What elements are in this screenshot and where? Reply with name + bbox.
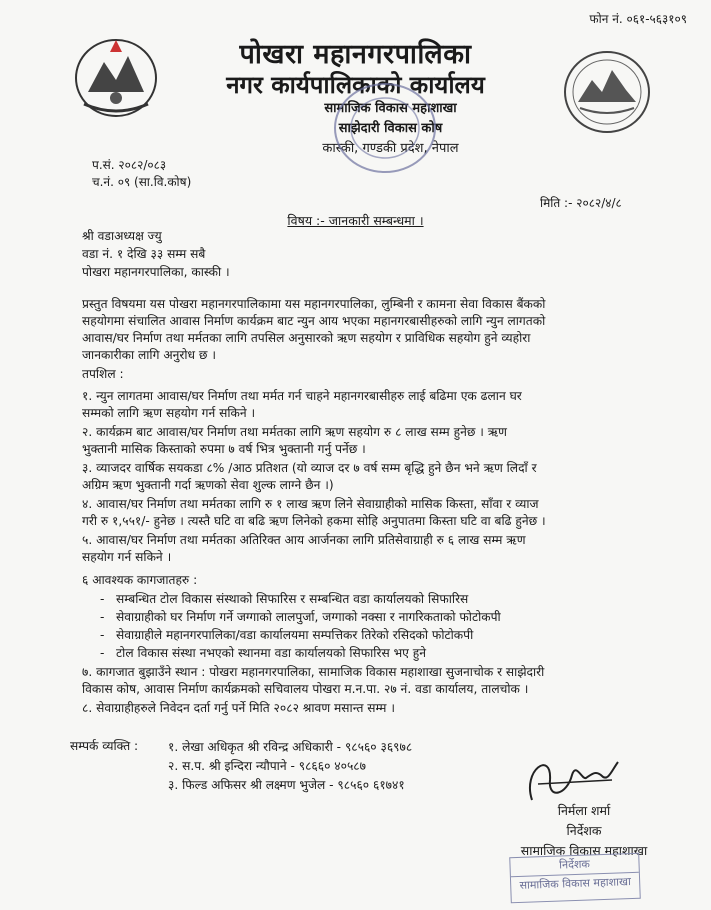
list-item: २. स.प. श्री इन्दिरा न्यौपाने - ९८६६० ४०५८७ [168, 759, 366, 773]
dispatch-number: च.नं. ०९ (सा.वि.कोष) [92, 175, 192, 189]
list-item: १. लेखा अधिकृत श्री रविन्द्र अधिकारी - ९८५६० ३६९७८ [168, 740, 413, 754]
documents-list [100, 590, 690, 662]
reference-number: प.सं. २०८२/०८३ [92, 158, 167, 172]
director-stamp: निर्देशक सामाजिक विकास महाशाखा [509, 853, 641, 904]
phone-number: फोन नं. ०६१-५६३१०९ [589, 12, 687, 26]
addressee-line: वडा नं. १ देखि ३३ सम्म सबै [82, 247, 206, 261]
municipality-title: पोखरा महानगरपालिका [239, 39, 472, 70]
fund-name: साझेदारी विकास कोष [338, 121, 443, 136]
list-item: - सेवाग्राहीले महानगरपालिका/वडा कार्यालयमा सम्पत्तिकर तिरेको रसिदको फोटोकपी [100, 628, 474, 642]
signatory-designation: निर्देशक [566, 823, 602, 838]
addressee-line: श्री वडाअध्यक्ष ज्यु [82, 229, 162, 243]
items-list: १. न्युन लागतमा आवास/घर निर्माण तथा मर्मत गर्न चाहने महानगरबासीहरु लाई बढिमा एक ढलान घर सम्मको लागि ऋण सहयोग गर्न सकिने । २. कार्यक्रम बाट आवास/घर निर्माण तथा मर्मतका लागि ऋण सहयोग रु ८ लाख सम्म हुनेछ । ऋण भुक्तानी मासिक किस्ताको रुपमा ७ वर्ष भित्र भुक्तानी गर्नु पर्नेछ । ३. व्याजदर वार्षिक सयकडा ८% /आठ प्रतिशत (यो व्याज दर ७ वर्ष सम्म बृद्धि हुने छैन भने ऋण लिदाँ र अग्रिम ऋण भुक्तानी गर्दा ऋणको सेवा शुल्क लाग्ने छैन ।) ४. आवास/घर निर्माण तथा मर्मतका लागि रु १ लाख ऋण लिने सेवाग्राहीको मासिक किस्ता, साँवा र व्याज गरी रु १,५५१/- हुनेछ । त्यस्तै घटि वा बढि ऋण लिनेको हकमा सोहि अनुपातमा किस्ता घटि वा बढि हुनेछ । ५. आवास/घर निर्माण तथा मर्मतका अतिरिक्त आय आर्जनका लागि प्रतिसेवाग्राही रु ६ लाख सम्म ऋण सहयोग गर्न सकिने । ६ आवश्यक कागजातहरु : [82, 389, 546, 587]
office-title: नगर कार्यपालिकाको कार्यालय [226, 71, 485, 99]
signatory-name: निर्मला शर्मा [557, 803, 611, 818]
contact-label: सम्पर्क व्यक्ति : [70, 739, 139, 753]
list-item: - टोल विकास संस्था नभएको स्थानमा वडा कार्यालयको सिफारिस भए हुने [100, 646, 426, 660]
office-address: कास्की, गण्डकी प्रदेश, नेपाल [322, 141, 459, 156]
subject-line: विषय :- जानकारी सम्बन्धमा । [287, 213, 424, 228]
letter-date: मिति :- २०८२/४/८ [540, 196, 622, 210]
submission-info: ७. कागजात बुझाउँने स्थान : पोखरा महानगरपालिका, सामाजिक विकास महाशाखा सुजनाचोक र साझेदारी विकास कोष, आवास निर्माण कार्यक्रमको सचिवालय पोखरा म.न.पा. २७ नं. वडा कार्यालय, तालचोक । ८. सेवाग्राहीहरुले निवेदन दर्ता गर्नु पर्ने मिति २०८२ श्रावण मसान्त सम्म । [82, 665, 545, 715]
tapsil-heading: तपशिल : [82, 367, 124, 381]
signatory-office: सामाजिक विकास महाशाखा [520, 843, 648, 858]
intro-paragraph: प्रस्तुत विषयमा यस पोखरा महानगरपालिकामा यस महानगरपालिका, लुम्बिनी र कामना सेवा विकास बैंकको सहयोगमा संचालित आवास निर्माण कार्यक्रम बाट न्युन आय भएका महानगरबासीहरुको लागि न्युन लागतको आवास/घर निर्माण तथा मर्मतका लागि तपसिल अनुसारको ऋण सहयोग र प्राविधिक सहयोग हुने व्यहोरा जानकारीका लागि अनुरोध छ । [82, 297, 546, 362]
division-name: सामाजिक विकास महाशाखा [324, 101, 457, 116]
municipality-logo-icon [560, 48, 654, 136]
list-item: - सेवाग्राहीको घर निर्माण गर्ने जग्गाको लालपुर्जा, जग्गाको नक्सा र नागरिकताको फोटोकपी [100, 610, 501, 624]
office-stamp-icon [330, 78, 440, 178]
contact-list [168, 738, 412, 795]
list-item: ३. फिल्ड अफिसर श्री लक्ष्मण भुजेल - ९८५६० ६१७४१ [168, 778, 405, 792]
list-item: - सम्बन्धित टोल विकास संस्थाको सिफारिस र सम्बन्धित वडा कार्यालयको सिफारिस [100, 592, 469, 606]
addressee-line: पोखरा महानगरपालिका, कास्की । [82, 265, 230, 279]
